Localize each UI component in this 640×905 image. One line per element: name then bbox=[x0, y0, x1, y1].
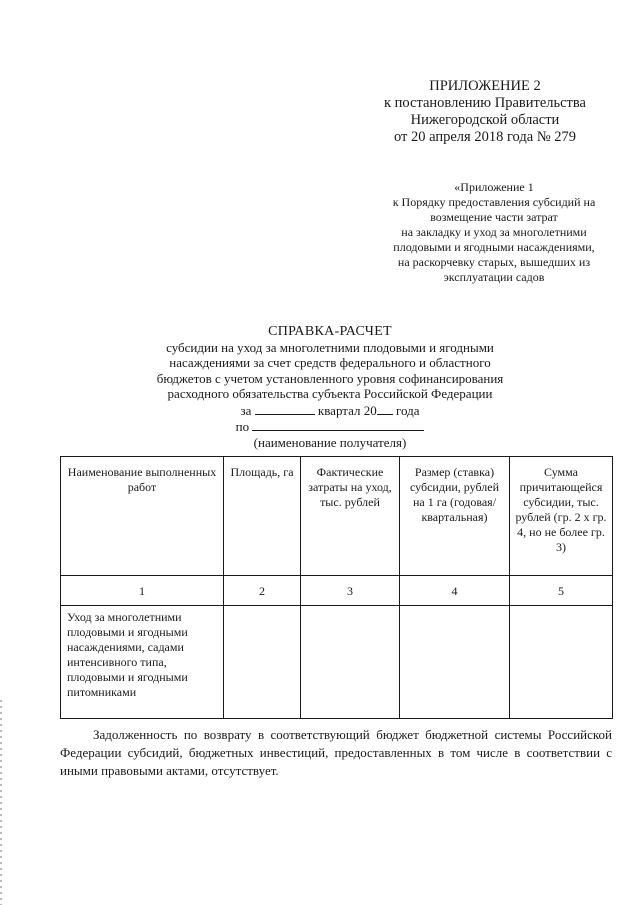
appendix-2-line: Нижегородской области bbox=[410, 112, 560, 128]
appendix-1-header bbox=[362, 180, 626, 285]
subtitle-line: бюджетов с учетом установленного уровня софинансирования bbox=[156, 370, 504, 386]
quarter-blank[interactable] bbox=[255, 402, 315, 415]
cell-work: Уход за многолетними плодовыми и ягодными насаждениями, садами интенсивного типа, плодовыми и ягодными питомниками bbox=[61, 606, 224, 719]
appendix-1-line: плодовыми и ягодными насаждениями, bbox=[393, 240, 595, 254]
column-numbers-row bbox=[61, 576, 613, 606]
subtitle-line: расходного обязательства субъекта Российской Федерации bbox=[167, 386, 493, 401]
header-rate: Размер (ставка) субсидии, рублей на 1 га (годовая/ квартальная) bbox=[400, 457, 510, 576]
recipient-blank[interactable] bbox=[252, 418, 424, 431]
column-number: 5 bbox=[510, 576, 613, 606]
period-line bbox=[130, 402, 530, 419]
appendix-1-line: эксплуатации садов bbox=[443, 270, 545, 284]
table-row bbox=[61, 606, 613, 719]
recipient-prefix: по bbox=[235, 419, 250, 434]
period-suffix: года bbox=[395, 402, 420, 418]
appendix-2-header bbox=[350, 78, 620, 146]
cell-amount[interactable] bbox=[510, 606, 613, 719]
header-work: Наименование выполненных работ bbox=[61, 457, 224, 576]
appendix-1-line: возмещение части затрат bbox=[430, 210, 558, 224]
appendix-1-line: на раскорчевку старых, вышедших из bbox=[397, 255, 591, 269]
debt-note: Задолженность по возврату в соответствующий бюджет бюджетной системы Российской Федерации субсидий, бюджетных инвестиций, предоставленных в том числе в соответствии с иными правовыми актами, отсутствует. bbox=[60, 727, 612, 778]
header-amount: Сумма причитающейся субсидии, тыс. рублей (гр. 2 х гр. 4, но не более гр. 3) bbox=[510, 457, 613, 576]
appendix-2-date: от 20 апреля 2018 года № 279 bbox=[393, 129, 577, 145]
subtitle-line: насаждениями за счет средств федерального и областного bbox=[169, 355, 491, 370]
column-number: 4 bbox=[400, 576, 510, 606]
period-prefix: за bbox=[240, 402, 252, 418]
recipient-line bbox=[130, 418, 530, 435]
header-area: Площадь, га bbox=[224, 457, 301, 576]
appendix-2-title: ПРИЛОЖЕНИЕ 2 bbox=[429, 78, 541, 94]
calculation-table bbox=[60, 456, 613, 719]
subtitle-line: субсидии на уход за многолетними плодовыми и ягодными bbox=[166, 339, 494, 355]
calculation-heading bbox=[130, 324, 530, 450]
column-number: 3 bbox=[301, 576, 400, 606]
appendix-2-line: к постановлению Правительства bbox=[384, 95, 586, 111]
header-costs: Фактические затраты на уход, тыс. рублей bbox=[301, 457, 400, 576]
recipient-caption: (наименование получателя) bbox=[253, 434, 407, 450]
document-title: СПРАВКА-РАСЧЕТ bbox=[268, 324, 392, 339]
scan-edge-mark bbox=[0, 700, 2, 905]
cell-area[interactable] bbox=[224, 606, 301, 719]
cell-rate[interactable] bbox=[400, 606, 510, 719]
appendix-1-line: на закладку и уход за многолетними bbox=[401, 225, 587, 239]
column-number: 1 bbox=[61, 576, 224, 606]
cell-costs[interactable] bbox=[301, 606, 400, 719]
period-middle: квартал 20 bbox=[317, 402, 377, 418]
table-header-row bbox=[61, 457, 613, 576]
column-number: 2 bbox=[224, 576, 301, 606]
appendix-1-title: «Приложение 1 bbox=[454, 180, 534, 194]
appendix-1-line: к Порядку предоставления субсидий на bbox=[392, 195, 596, 209]
year-blank[interactable] bbox=[377, 402, 393, 415]
